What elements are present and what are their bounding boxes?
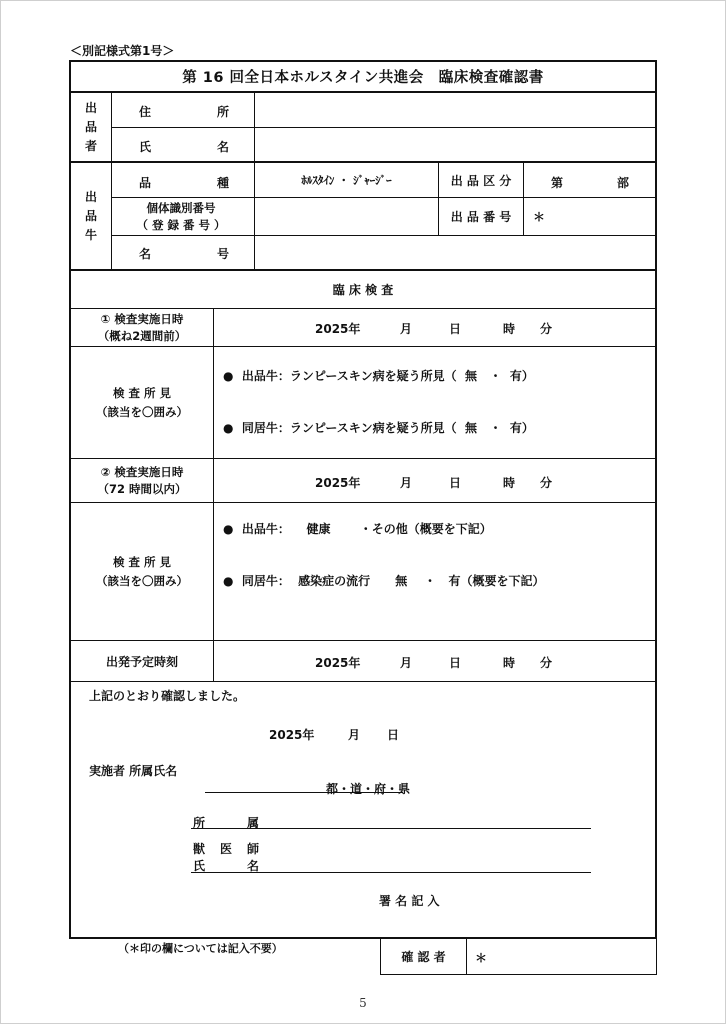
vet-name-label: 氏 名	[193, 859, 259, 873]
prefecture-text: 都・道・府・県	[326, 782, 411, 796]
address-field[interactable]	[255, 93, 655, 127]
category-label: 出 品 区 分	[450, 173, 512, 188]
cow-name-label: 名 号	[139, 247, 229, 261]
first-finding-cohabiting-cow[interactable]: ● 同居牛：ランピースキン病を疑う所見（ 無 ・ 有）	[223, 421, 534, 435]
page-number: 5	[359, 996, 367, 1010]
second-finding-exhibit-cow[interactable]: ● 出品牛： 健康 ・その他（概要を下記）	[223, 522, 492, 536]
address-label: 住 所	[139, 105, 229, 119]
category-value[interactable]: 第 部	[551, 176, 629, 190]
signature-label: 署 名 記 入	[379, 894, 440, 908]
breed-label: 品 種	[139, 176, 229, 190]
first-findings-label: 検 査 所 見 （該当を〇囲み）	[96, 385, 188, 419]
second-date-label: ② 検査実施日時 （72 時間以内）	[97, 464, 187, 496]
inspection-form: 第 16 回全日本ホルスタイン共進会 臨床検査確認書 出 品 者 住 所 氏 名 出 品 牛 品 種 ﾎﾙｽﾀｲﾝ ・ ｼﾞｬｰｼﾞｰ 出 品 区 分 第 部 個体識別番号 （ 登 録 番 号 ） 出 品 番 号 ＊ 名 号 臨 床 検 査 ① 検査実施日時 （概ね2週間前） 2025年 月 日 時 分 検 査 所 見 （該当を〇囲み） ● 出品牛：ランピースキン病を疑う所見（ 無 ・ 有） ● 同居牛：ランピースキン病を疑う所見（ 無 ・ 有） ② 検査実施日時 （72 時間以内） 2025年 月 日 時 分 検 査 所 見 （該当を〇囲み） ● 出品牛： 健康 ・その他（概要を下記） ● 同居牛： 感染症の流行 無 ・ 有（概要を下記） 出発予定時刻 2025年 月 日 時 分 上記のとおり確認しました。 2025年 月 日 実施者 所属氏名 都・道・府・県 所 属 獣 医 師 氏 名 署 名 記 入	[69, 60, 657, 939]
breed-value: ﾎﾙｽﾀｲﾝ ・ ｼﾞｬｰｼﾞｰ	[301, 174, 392, 187]
checker-value: ＊	[475, 951, 488, 965]
exhibitor-name-field[interactable]	[255, 128, 655, 161]
exhibitor-side-label: 出 品 者	[84, 100, 97, 153]
confirmation-statement: 上記のとおり確認しました。	[89, 689, 246, 703]
cow-side-label: 出 品 牛	[84, 189, 97, 242]
form-title: 第 16 回全日本ホルスタイン共進会 臨床検査確認書	[182, 70, 544, 86]
exhibit-number-label: 出 品 番 号	[450, 210, 512, 224]
checker-label: 確 認 者	[401, 950, 446, 964]
vet-label: 獣 医 師	[193, 842, 259, 856]
id-number-label: 個体識別番号 （ 登 録 番 号 ）	[136, 200, 226, 232]
exhibitor-name-label: 氏 名	[139, 140, 229, 154]
second-findings-label: 検 査 所 見 （該当を〇囲み）	[96, 554, 188, 588]
id-number-field[interactable]	[255, 198, 438, 235]
clinical-heading: 臨 床 検 査	[332, 283, 394, 297]
exhibit-number-value: ＊	[533, 210, 546, 224]
cow-name-field[interactable]	[255, 236, 655, 269]
footer-note: （＊印の欄については記入不要）	[118, 942, 283, 955]
second-finding-cohabiting-cow[interactable]: ● 同居牛： 感染症の流行 無 ・ 有（概要を下記）	[223, 574, 545, 588]
departure-label: 出発予定時刻	[105, 654, 178, 669]
checker-box	[380, 939, 657, 975]
first-finding-exhibit-cow[interactable]: ● 出品牛：ランピースキン病を疑う所見（ 無 ・ 有）	[223, 369, 534, 383]
implementer-label: 実施者 所属氏名	[89, 764, 178, 778]
affiliation-label: 所 属	[193, 816, 259, 830]
first-date-label: ① 検査実施日時 （概ね2週間前）	[97, 311, 187, 343]
form-number: ＜別記様式第1号＞	[70, 44, 175, 58]
